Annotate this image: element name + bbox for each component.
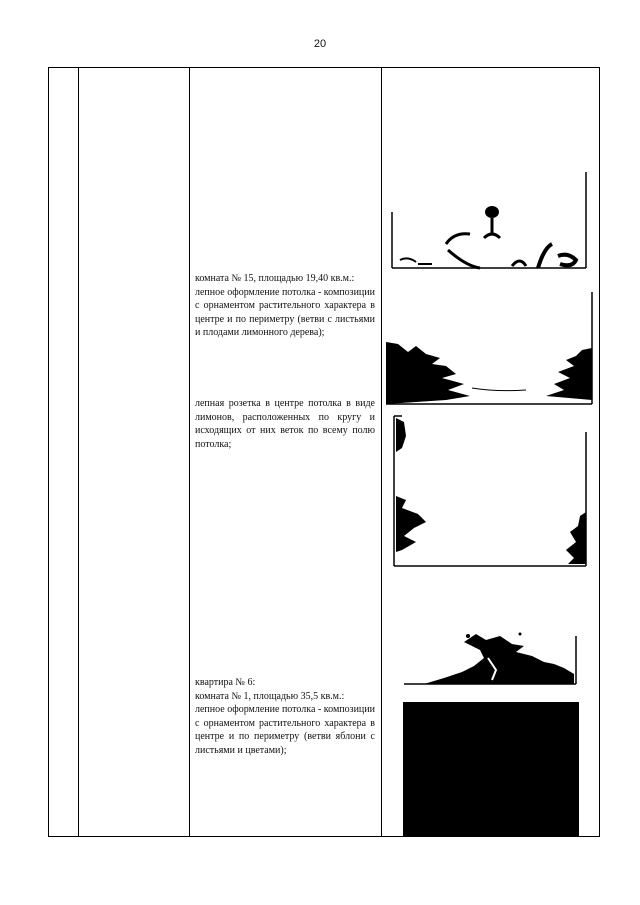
description-room-15 bbox=[195, 272, 375, 340]
room-15-stucco-description: лепное оформление потолка - композиции с орнаментом растительного характера в центре и по периметру (ветви с листьями и плодами лимонного дерева); bbox=[195, 286, 375, 339]
ceiling-stucco-corner-photo bbox=[404, 628, 580, 688]
description-apartment-6 bbox=[195, 676, 375, 758]
description-rosette bbox=[195, 397, 375, 451]
room-1-stucco-description: лепное оформление потолка - композиции с орнаментом растительного характера в центре и по периметру (ветви яблони с листьями и цветами); bbox=[195, 704, 375, 756]
ceiling-apple-branch-photo-dark bbox=[403, 702, 579, 836]
page-number: 20 bbox=[313, 38, 327, 50]
column-divider bbox=[189, 68, 190, 836]
apartment-6-heading: квартира № 6: bbox=[195, 677, 256, 688]
rosette-description: лепная розетка в центре потолка в виде лимонов, расположенных по кругу и исходящих от них веток по всему полю потолка; bbox=[195, 398, 375, 450]
ceiling-stucco-lemon-branch-photo bbox=[388, 172, 592, 272]
room-1-heading: комната № 1, площадью 35,5 кв.м.: bbox=[195, 690, 345, 702]
room-15-heading: комната № 15, площадью 19,40 кв.м.: bbox=[195, 273, 355, 284]
column-divider bbox=[78, 68, 79, 836]
column-divider bbox=[381, 68, 382, 836]
ceiling-rosette-photo bbox=[392, 412, 590, 570]
ceiling-stucco-perimeter-photo bbox=[386, 292, 598, 408]
